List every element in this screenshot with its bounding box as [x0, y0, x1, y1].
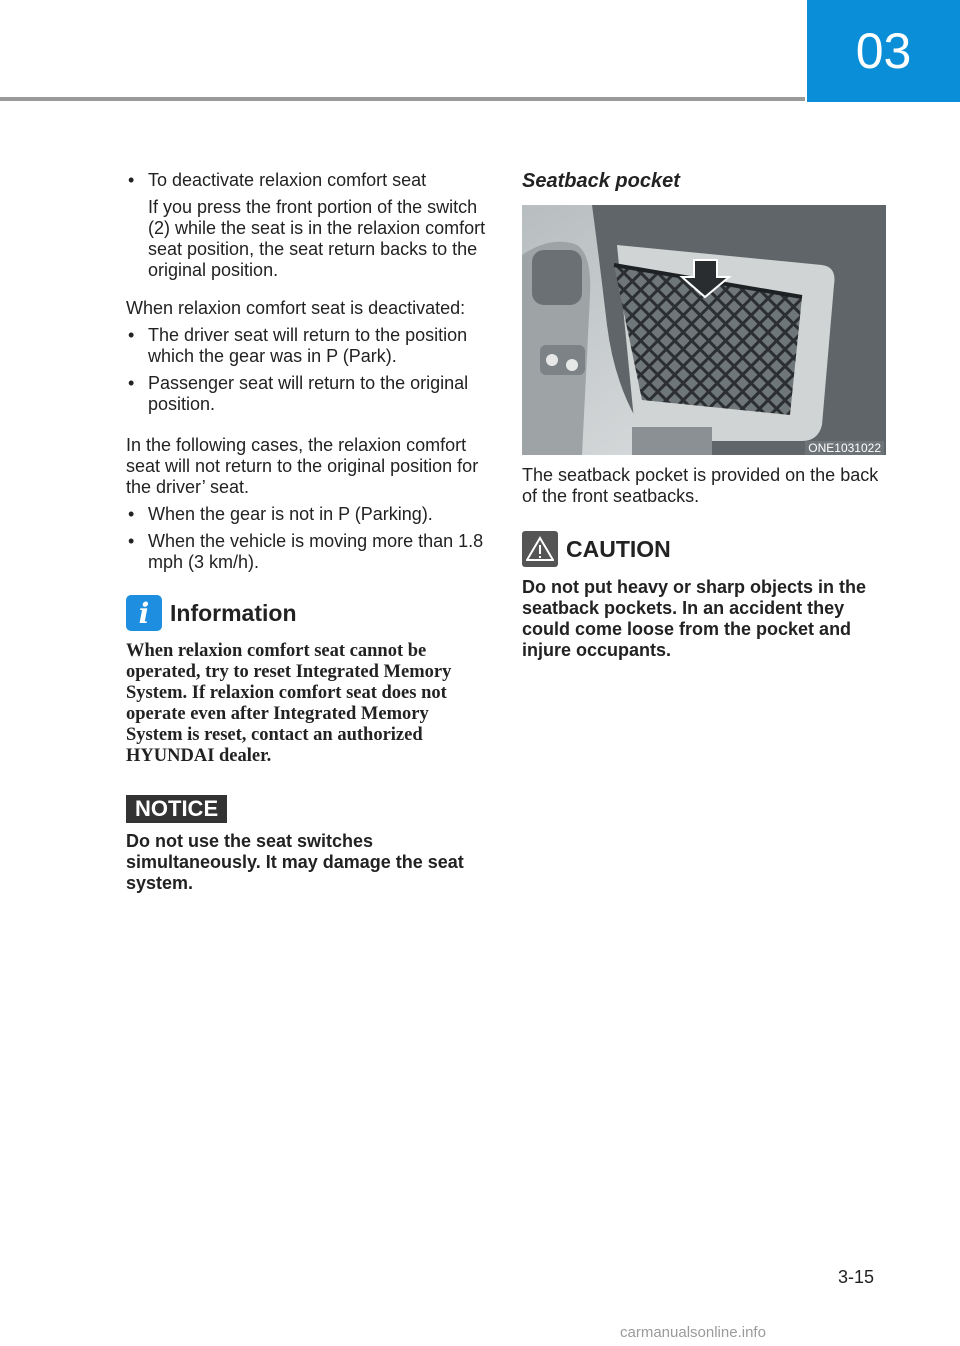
caution-heading [522, 531, 886, 567]
bullet-passenger-seat: • Passenger seat will return to the original position. [126, 373, 488, 415]
section-title: Seatback pocket [522, 170, 680, 192]
watermark: carmanualsonline.info [620, 1324, 766, 1341]
left-column [126, 170, 488, 894]
caution-title: CAUTION [566, 535, 671, 562]
chapter-tab: 03 [807, 0, 960, 102]
seatback-pocket-figure [522, 205, 886, 455]
information-title: Information [170, 599, 297, 626]
bullet-driver-seat: • The driver seat will return to the position which the gear was in P (Park). [126, 325, 488, 367]
caution-body: Do not put heavy or sharp objects in the seatback pockets. In an accident they could come loose from the pocket and injure occupants. [522, 577, 867, 660]
figure-code: ONE1031022 [805, 441, 884, 455]
right-column [522, 170, 886, 661]
information-body: When relaxion comfort seat cannot be operated, try to reset Integrated Memory System. If relaxion comfort seat does not operate even after Integrated Memory System is reset, contact an authorized HYUNDAI dealer. [126, 641, 452, 766]
figure-caption: The seatback pocket is provided on the back of the front seatbacks. [522, 465, 879, 506]
bullet-deactivate-detail: If you press the front portion of the switch (2) while the seat is in the relaxion comfort seat position, the seat return backs to the original position. [148, 197, 486, 280]
seatback-pocket-illustration [522, 205, 886, 455]
info-icon: i [126, 595, 162, 631]
information-heading [126, 595, 488, 631]
notice-body: Do not use the seat switches simultaneously. It may damage the seat system. [126, 831, 464, 893]
bullet-deactivate: • To deactivate relaxion comfort seat [126, 170, 488, 191]
page-number: 3-15 [838, 1267, 875, 1287]
warning-icon [522, 531, 558, 567]
header-rule [0, 97, 805, 101]
notice-label: NOTICE [126, 795, 227, 823]
cases-intro: In the following cases, the relaxion comfort seat will not return to the original position for the driver’ seat. [126, 435, 479, 497]
bullet-gear: • When the gear is not in P (Parking). [126, 504, 488, 525]
bullet-speed: • When the vehicle is moving more than 1.8 mph (3 km/h). [126, 531, 488, 573]
deactivated-intro: When relaxion comfort seat is deactivated: [126, 298, 466, 318]
